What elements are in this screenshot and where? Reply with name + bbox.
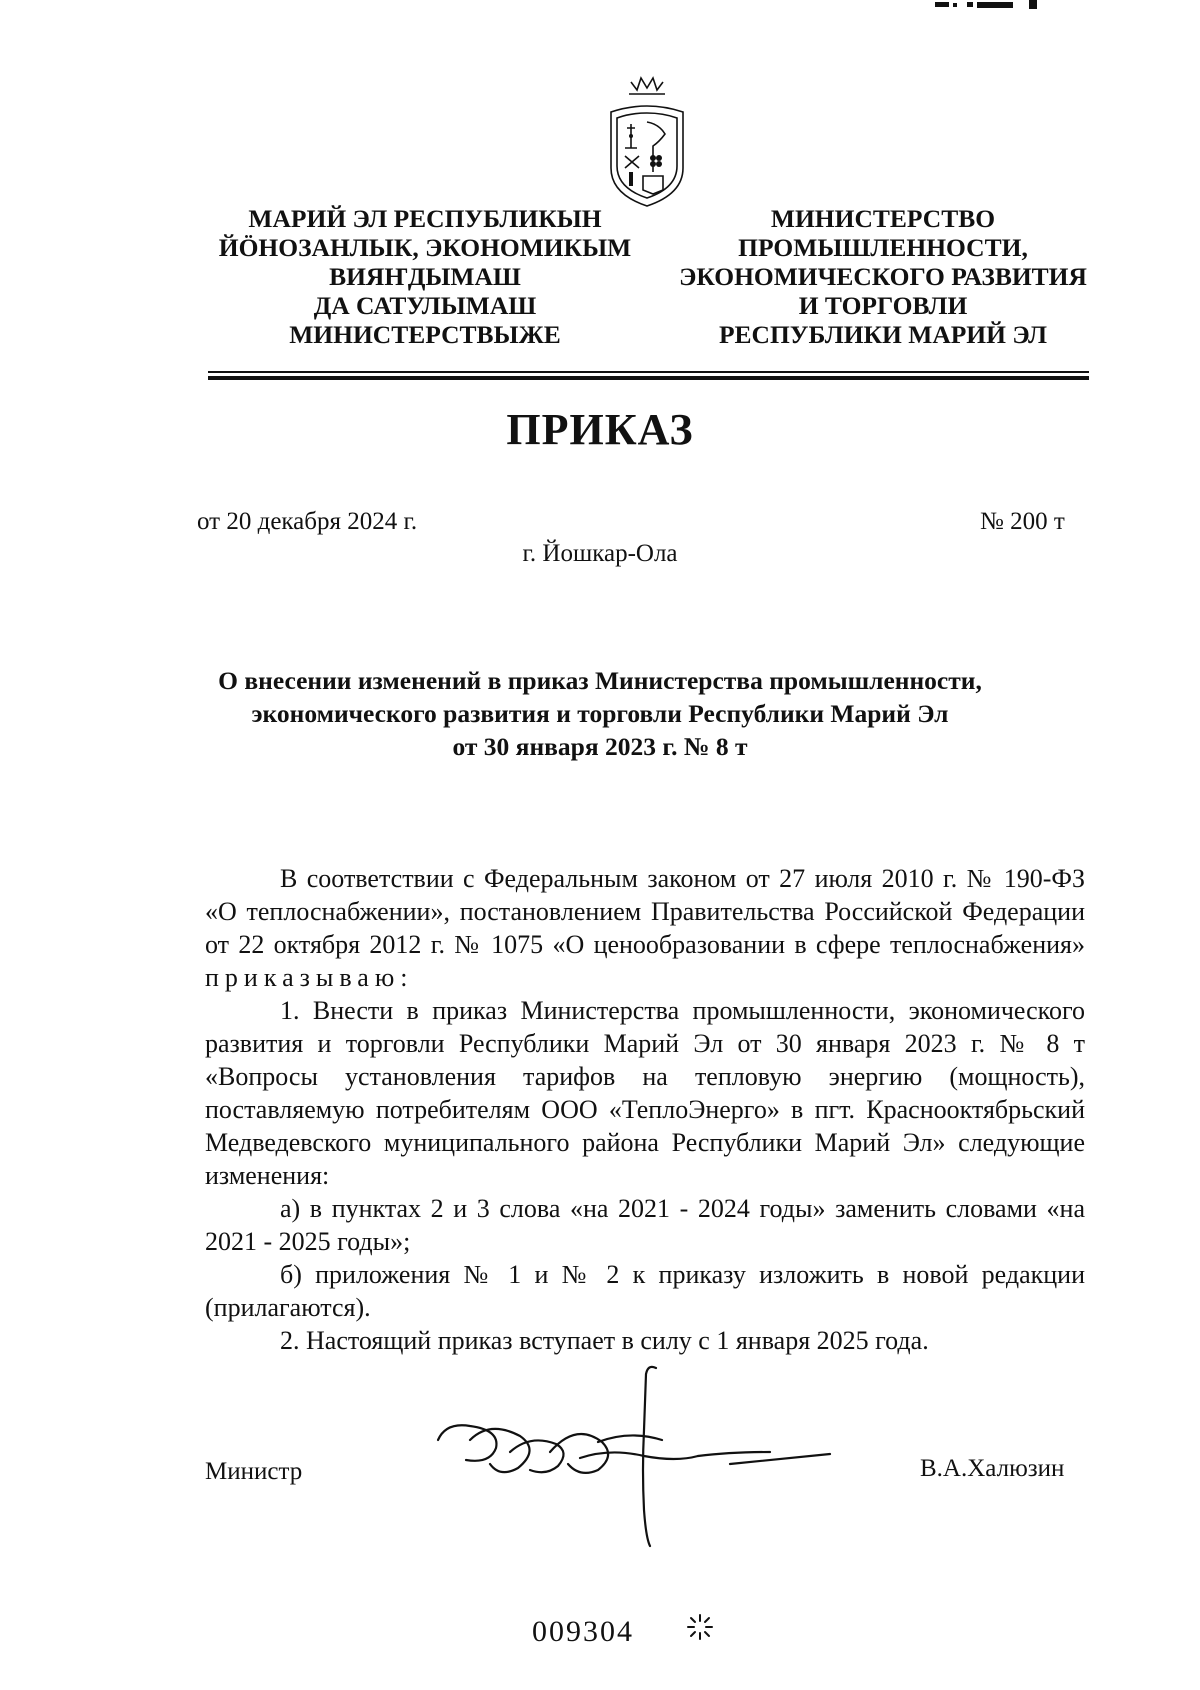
- preamble-text: В соответствии с Федеральным законом от 27 июля 2010 г. № 190-ФЗ «О теплоснабжении», постановлением Правительства Российской Федерации от 22 октября 2012 г. № 1075 «О ценообразовании в сфере теплоснабжения»: [205, 864, 1085, 959]
- document-date: от 20 декабря 2024 г.: [197, 508, 418, 535]
- header-divider-thin: [208, 371, 1089, 373]
- serial-number: 009304: [532, 1615, 634, 1648]
- document-subject: [150, 664, 1050, 763]
- header-right-line: РЕСПУБЛИКИ МАРИЙ ЭЛ: [718, 320, 1048, 349]
- header-right-line: МИНИСТЕРСТВО: [770, 204, 996, 233]
- order-verb: приказываю:: [205, 963, 414, 992]
- subject-line: О внесении изменений в приказ Министерства промышленности,: [218, 666, 982, 695]
- subject-line: от 30 января 2023 г. № 8 т: [452, 732, 748, 761]
- header-left-line: МАРИЙ ЭЛ РЕСПУБЛИКЫН: [248, 204, 602, 233]
- scan-marks: [935, 0, 1095, 12]
- signatory-name: В.А.Халюзин: [920, 1455, 1065, 1482]
- header-left-block: [195, 204, 655, 349]
- document-body: [205, 862, 1085, 1357]
- header-right-line: И ТОРГОВЛИ: [798, 291, 968, 320]
- body-paragraph: 2. Настоящий приказ вступает в силу с 1 января 2025 года.: [280, 1326, 929, 1355]
- asterisk-mark-icon: [685, 1612, 715, 1642]
- header-left-line: ЙӦНОЗАНЛЫК, ЭКОНОМИКЫМ: [218, 233, 632, 262]
- signatory-role: Министр: [205, 1458, 303, 1485]
- header-left-line: ДА САТУЛЫМАШ: [313, 291, 537, 320]
- body-paragraph: [205, 862, 1085, 994]
- document-city: г. Йошкар-Ола: [522, 540, 678, 567]
- body-paragraph: а) в пунктах 2 и 3 слова «на 2021 - 2024 годы» заменить словами «на 2021 - 2025 годы»;: [205, 1194, 1085, 1256]
- header-divider-thick: [208, 376, 1089, 380]
- body-paragraph: б) приложения № 1 и № 2 к приказу изложить в новой редакции (прилагаются).: [205, 1260, 1085, 1322]
- header-right-block: [653, 204, 1113, 349]
- coat-of-arms-emblem: [607, 72, 687, 210]
- header-right-line: ПРОМЫШЛЕННОСТИ,: [738, 233, 1028, 262]
- header-left-line: МИНИСТЕРСТВЫЖЕ: [289, 320, 561, 349]
- subject-line: экономического развития и торговли Республики Марий Эл: [251, 699, 949, 728]
- handwritten-signature: [430, 1360, 890, 1550]
- header-right-line: ЭКОНОМИЧЕСКОГО РАЗВИТИЯ: [679, 262, 1087, 291]
- header-left-line: ВИЯҤДЫМАШ: [329, 262, 521, 291]
- body-paragraph: 1. Внести в приказ Министерства промышленности, экономического развития и торговли Республики Марий Эл от 30 января 2023 г. № 8 т «Вопросы установления тарифов на тепловую энергию (мощность), поставляемую потребителям ООО «ТеплоЭнерго» в пгт. Краснооктябрьский Медведевского муниципального района Республики Марий Эл» следующие изменения:: [205, 996, 1085, 1190]
- document-number: № 200 т: [980, 508, 1065, 535]
- document-title: ПРИКАЗ: [506, 405, 694, 454]
